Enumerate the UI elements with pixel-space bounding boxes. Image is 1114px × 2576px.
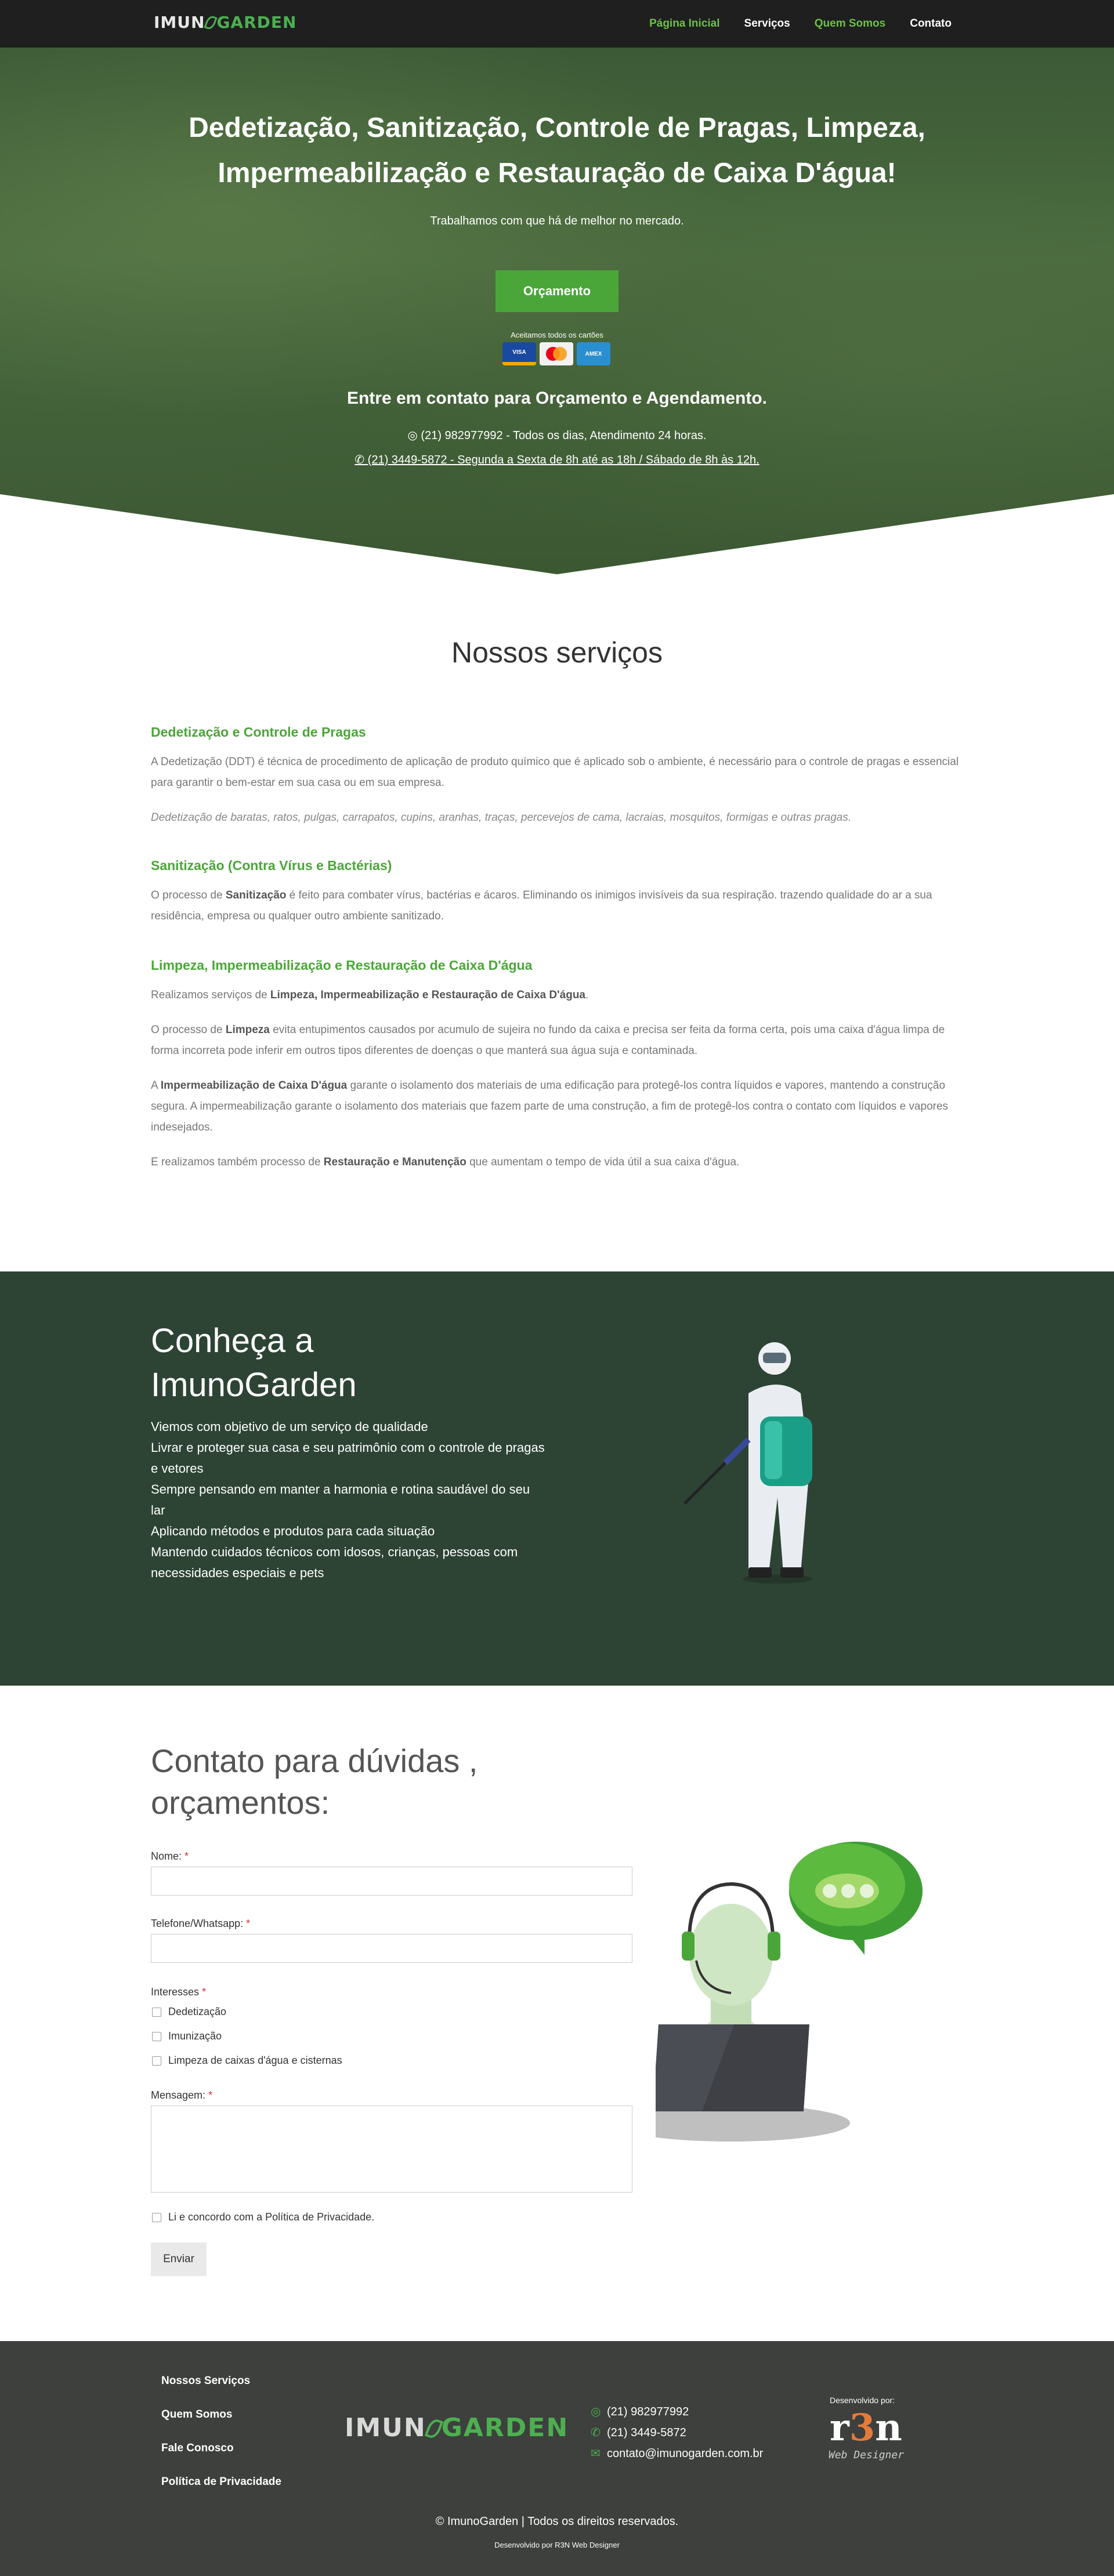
- submit-button[interactable]: Enviar: [151, 2242, 207, 2276]
- amex-card-icon: AMEX: [577, 342, 610, 365]
- phone-icon: ✆: [591, 2426, 601, 2439]
- leaf-icon: [425, 2417, 443, 2440]
- developer-subtitle: Web Designer: [829, 2449, 905, 2461]
- mastercard-icon: [540, 342, 573, 365]
- developer-logo[interactable]: r3n: [830, 2406, 902, 2450]
- footer-whatsapp[interactable]: ◎ (21) 982977992: [591, 2401, 763, 2422]
- service-sanitization: [151, 855, 963, 941]
- service-text: E realizamos também processo de Restauração e Manutenção que aumentam o tempo de vida útil a sua caixa d'água.: [151, 1156, 740, 1168]
- menu-item-home[interactable]: Página Inicial: [649, 17, 720, 30]
- site-footer: [0, 2341, 1114, 2576]
- footer-logo: IMUN GARDEN: [345, 2413, 569, 2443]
- hero-title: Dedetização, Sanitização, Controle de Pragas, Limpeza, Impermeabilização e Restauração de Caixa D'água!: [189, 113, 925, 189]
- service-water-tank: [151, 955, 963, 1187]
- name-label: Nome: *: [151, 1850, 189, 1862]
- exterminator-illustration: [661, 1324, 847, 1596]
- whatsapp-icon: ◎: [407, 429, 421, 442]
- interest-checkbox-dedetizacao[interactable]: Dedetização: [152, 2006, 226, 2018]
- footer-links: [161, 2375, 281, 2509]
- email-icon: ✉: [591, 2447, 601, 2460]
- about-item: Sempre pensando em manter a harmonia e rotina saudável do seu lar: [151, 1482, 530, 1517]
- footer-contact-info: [591, 2401, 763, 2464]
- phone-input[interactable]: [151, 1934, 632, 1963]
- cards-label: Aceitamos todos os cartões: [511, 331, 603, 339]
- service-text: Realizamos serviços de Limpeza, Impermeabilização e Restauração de Caixa D'água.: [151, 989, 589, 1001]
- site-logo[interactable]: [154, 13, 296, 32]
- top-navbar: [0, 0, 1114, 48]
- footer-link-services[interactable]: Nossos Serviços: [161, 2375, 251, 2387]
- phone-line[interactable]: [0, 452, 1114, 467]
- visa-card-icon: VISA: [502, 342, 536, 365]
- interests-label: Interesses *: [151, 1986, 207, 1998]
- service-text: O processo de Sanitização é feito para combater vírus, bactérias e ácaros. Eliminando os inimigos invisíveis da sua respiração. trazendo qualidade do ar a sua residência, empresa ou qualquer outro ambiente sanitizado.: [151, 889, 932, 922]
- main-menu: [649, 17, 952, 30]
- menu-item-contact[interactable]: Contato: [910, 17, 952, 30]
- services-title: Nossos serviços: [451, 636, 663, 669]
- copyright: © ImunoGarden | Todos os direitos reservados.: [435, 2515, 679, 2528]
- service-heading: Dedetização e Controle de Pragas: [151, 724, 366, 740]
- quote-button[interactable]: Orçamento: [495, 270, 619, 312]
- whatsapp-line: [0, 428, 1114, 443]
- logo-text-right: GARDEN: [216, 13, 297, 32]
- about-item: Mantendo cuidados técnicos com idosos, crianças, pessoas com necessidades especiais e pets: [151, 1545, 518, 1580]
- menu-item-services[interactable]: Serviços: [744, 17, 790, 30]
- about-list: [151, 1416, 545, 1584]
- message-textarea[interactable]: [151, 2106, 632, 2193]
- about-section: [0, 1271, 1114, 1686]
- footer-phone[interactable]: ✆ (21) 3449-5872: [591, 2422, 763, 2443]
- footer-link-contact[interactable]: Fale Conosco: [161, 2442, 234, 2454]
- service-pest-control: [151, 722, 963, 842]
- phone-text: (21) 3449-5872 - Segunda a Sexta de 8h até as 18h / Sábado de 8h às 12h.: [367, 454, 759, 466]
- service-heading: Sanitização (Contra Vírus e Bactérias): [151, 858, 392, 873]
- service-text: O processo de Limpeza evita entupimentos causados por acumulo de sujeira no fundo da caixa e precisa ser feita da forma certa, pois uma caixa d'água limpa de forma incorreta pode inferir em outros tipos diferentes de doenças o que manterá sua água suja e contaminada.: [151, 1024, 945, 1057]
- privacy-checkbox[interactable]: Li e concordo com a Política de Privacidade.: [152, 2211, 374, 2223]
- developer-credit: Desenvolvido por R3N Web Designer: [494, 2541, 620, 2549]
- phone-label: Telefone/Whatsapp: *: [151, 1918, 251, 1929]
- message-label: Mensagem: *: [151, 2089, 213, 2101]
- service-text: A Dedetização (DDT) é técnica de procedimento de aplicação de produto químico que é aplicado sob o ambiente, é necessário para o controle de pragas e essencial para garantir o bem-estar em sua casa ou em sua empresa.: [151, 756, 959, 789]
- payment-cards: [502, 342, 610, 365]
- support-agent-illustration: [656, 1839, 957, 2152]
- interest-checkbox-limpeza[interactable]: Limpeza de caixas d'água e cisternas: [152, 2055, 342, 2067]
- whatsapp-text: (21) 982977992 - Todos os dias, Atendimento 24 horas.: [421, 429, 707, 442]
- leaf-icon: [204, 15, 218, 31]
- hero-subtitle: Trabalhamos com que há de melhor no mercado.: [430, 215, 684, 227]
- interest-checkbox-imunizacao[interactable]: Imunização: [152, 2030, 222, 2042]
- service-heading: Limpeza, Impermeabilização e Restauração de Caixa D'água: [151, 958, 533, 973]
- about-title: Conheça a ImunoGarden: [151, 1322, 357, 1404]
- logo-text-left: IMUN: [154, 13, 205, 32]
- service-pests-list: Dedetização de baratas, ratos, pulgas, carrapatos, cupins, aranhas, traças, percevejos de cama, lacraias, mosquitos, formigas e outras pragas.: [151, 811, 852, 824]
- footer-link-about[interactable]: Quem Somos: [161, 2408, 233, 2421]
- footer-link-privacy[interactable]: Política de Privacidade: [161, 2476, 281, 2488]
- developer-label: Desenvolvido por:: [830, 2396, 895, 2405]
- about-item: Aplicando métodos e produtos para cada situação: [151, 1524, 435, 1538]
- service-text: A Impermeabilização de Caixa D'água garante o isolamento dos materiais de uma edificação para protegê-los contra líquidos e vapores, mantendo a construção segura. A impermeabilização garante o isolamento dos materiais que fazem parte de uma construção, a fim de protegê-los contra o contato com líquidos e vapores indesejados.: [151, 1079, 949, 1133]
- contact-form-title: Contato para dúvidas , orçamentos:: [151, 1742, 478, 1821]
- about-item: Livrar e proteger sua casa e seu patrimônio com o controle de pragas e vetores: [151, 1440, 545, 1476]
- hero-divider: [0, 494, 1114, 575]
- about-item: Viemos com objetivo de um serviço de qualidade: [151, 1419, 428, 1434]
- footer-email[interactable]: ✉ contato@imunogarden.com.br: [591, 2443, 763, 2464]
- contact-heading: Entre em contato para Orçamento e Agendamento.: [346, 389, 768, 408]
- phone-icon: ✆: [355, 454, 368, 466]
- name-input[interactable]: [151, 1867, 632, 1896]
- menu-item-about[interactable]: Quem Somos: [814, 17, 886, 30]
- whatsapp-icon: ◎: [591, 2405, 601, 2418]
